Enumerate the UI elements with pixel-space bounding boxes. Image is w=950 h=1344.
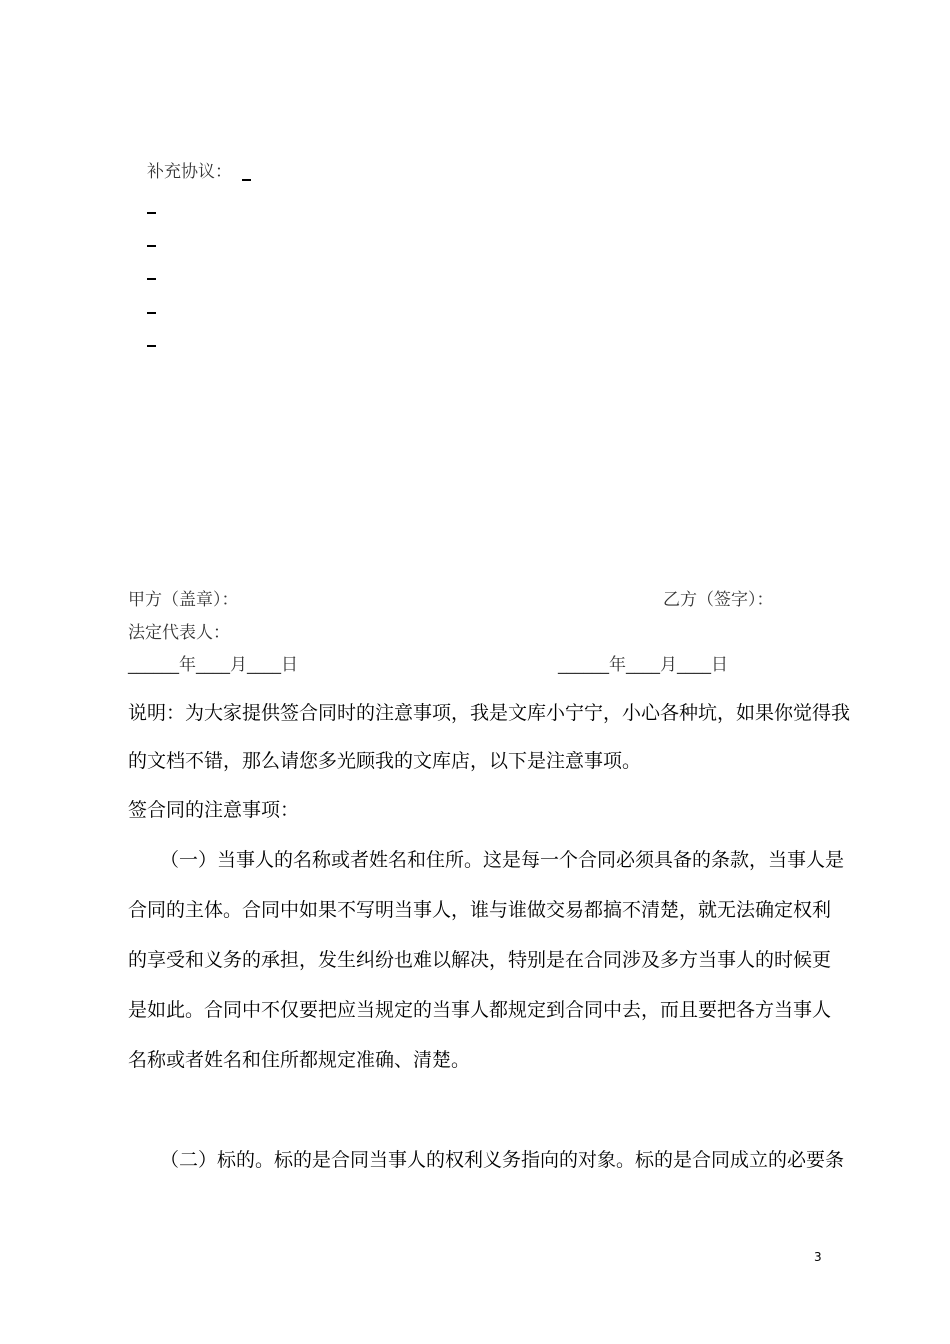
party-b-label: 乙方（签字）： [663, 590, 774, 610]
item1-line: （一）当事人的名称或者姓名和住所。这是每一个合同必须具备的条款，当事人是 [160, 849, 845, 871]
blank-line [147, 312, 156, 314]
section-heading: 签合同的注意事项： [128, 799, 300, 821]
note-line: 说明：为大家提供签合同时的注意事项，我是文库小宁宁，小心各种坑，如果你觉得我 [128, 702, 851, 724]
item1-line: 是如此。合同中不仅要把应当规定的当事人都规定到合同中去，而且要把各方当事人 [128, 999, 832, 1021]
page-number: 3 [814, 1250, 822, 1264]
date-b: ______年____月____日 [558, 655, 728, 675]
blank-line [147, 212, 156, 214]
blank-line [147, 245, 156, 247]
supplement-label: 补充协议： [147, 162, 232, 182]
item1-line: 名称或者姓名和住所都规定准确、清楚。 [128, 1049, 471, 1071]
item1-line: 合同的主体。合同中如果不写明当事人，谁与谁做交易都搞不清楚，就无法确定权利 [128, 899, 832, 921]
blank-line [242, 179, 251, 181]
legal-rep-label: 法定代表人： [128, 623, 230, 643]
blank-line [147, 278, 156, 280]
note-line: 的文档不错，那么请您多光顾我的文库店，以下是注意事项。 [128, 750, 642, 772]
item2-line: （二）标的。标的是合同当事人的权利义务指向的对象。标的是合同成立的必要条 [160, 1149, 845, 1171]
blank-line [147, 345, 156, 347]
item1-line: 的享受和义务的承担，发生纠纷也难以解决，特别是在合同涉及多方当事人的时候更 [128, 949, 832, 971]
date-a: ______年____月____日 [128, 655, 298, 675]
party-a-label: 甲方（盖章）： [128, 590, 239, 610]
